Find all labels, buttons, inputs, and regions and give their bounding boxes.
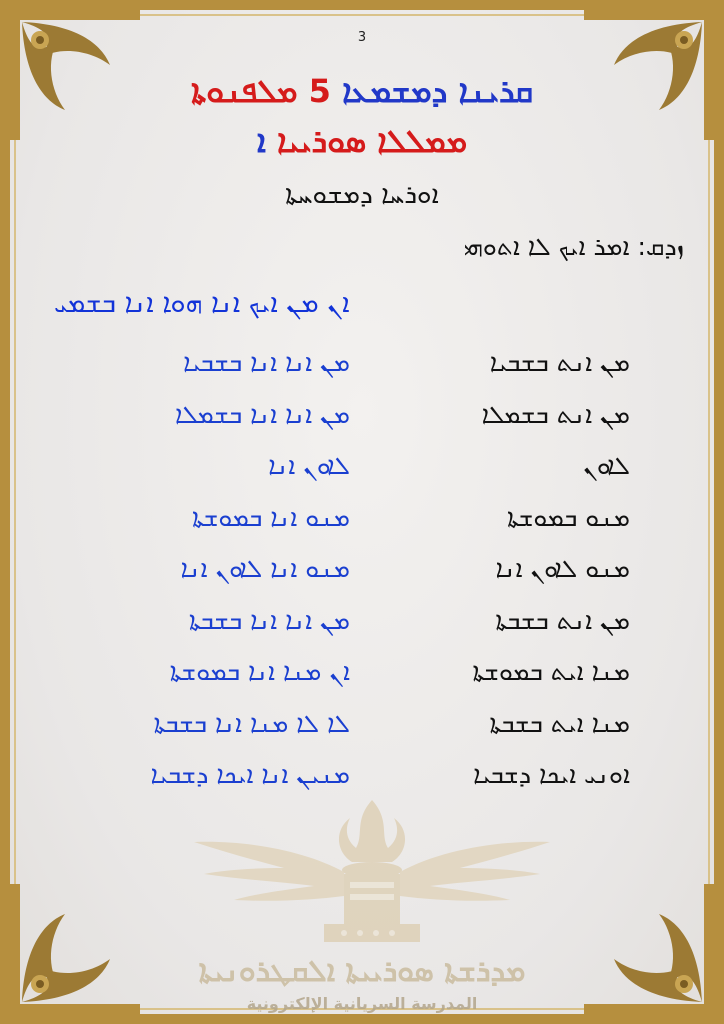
title-red-text: ܡܠܦܢܘܬܐ (190, 72, 298, 110)
dialogue-row (10, 400, 714, 452)
question-text: ܠܐܘܢ (583, 451, 630, 480)
dialogue-row (10, 503, 714, 555)
section-heading: ܐܘܪܚܐ ܕܡܫܘܚܬܐ (285, 180, 439, 210)
page-number: 3 (357, 30, 367, 45)
answer-text: ܐܢ ܡܢܐ ܐܢܐ ܒܡܘܫܬܐ (169, 657, 350, 686)
dialogue-row (10, 657, 714, 709)
question-text: ܡܢܘ ܠܐܘܢ ܐܢܐ (495, 554, 630, 583)
answer-text: ܠܐ ܠܐ ܡܢܐ ܐܢܐ ܒܫܒܬܐ (153, 708, 350, 738)
dialogue-list (10, 348, 714, 812)
answer-text: ܡܢܝܢ ܐܢܐ ܐܝܟܐ ܕܫܒܝܐ (150, 760, 350, 789)
answer-text: ܡܢ ܐܢܐ ܐܢܐ ܒܫܒܝܐ (183, 348, 350, 377)
answer-text: ܡܢܘ ܐܢܐ ܒܡܘܫܬܐ (192, 502, 350, 532)
dialogue-row (10, 709, 714, 761)
school-name-syriac: ܡܕܪܫܬܐ ܣܘܪܝܝܬܐ ܐܠܩܛܪܘܢܝܬܐ (198, 954, 526, 989)
answer-text: ܡܢ ܐܢܐ ܐܢܐ ܒܫܡܠܐ (175, 399, 350, 429)
title-line2-blue: ܐ (256, 122, 266, 160)
prompt-text: ܐܢ ܡܢ ܐܝܟ ܐܢܐ ܗܘܐ ܐܢܐ ܒܫܡܝ (54, 288, 350, 319)
dialogue-row (10, 348, 714, 400)
dialogue-row (10, 606, 714, 658)
title-blue-text: ܩܪܝܢܐ ܕܡܫܡܥܐ (342, 72, 534, 110)
question-text: ܡܢ ܐܢܬ ܒܫܒܬܐ (495, 605, 630, 635)
question-text: ܡܢ ܐܢܬ ܒܫܒܝܐ (489, 348, 630, 377)
school-emblem-watermark (194, 790, 550, 950)
answer-text: ܡܢ ܐܢܐ ܐܢܐ ܒܫܒܬܐ (188, 605, 350, 635)
dialogue-row (10, 554, 714, 606)
lesson-subtitle-line (10, 122, 714, 161)
instruction-text: ܙܕܩ: ܐܡܪ ܐܝܟ ܠܐ ܐܬܘܗܝ (463, 232, 684, 261)
question-text: ܡܢ ܐܢܬ ܒܫܡܠܐ (481, 399, 630, 429)
question-text: ܡܢܐ ܐܝܬ ܒܡܘܫܬܐ (472, 657, 630, 686)
title-line2-red: ܡܡܠܠܐ ܣܘܪܝܝܐ (277, 122, 468, 160)
question-text: ܡܢܐ ܐܝܬ ܒܫܒܬܐ (489, 708, 630, 738)
answer-text: ܠܐܘܢ ܐܢܐ (268, 451, 350, 480)
dialogue-row (10, 451, 714, 503)
lesson-number: 5 (308, 72, 331, 110)
question-text: ܡܢܘ ܒܡܘܫܬܐ (507, 502, 630, 532)
lesson-title (10, 72, 714, 111)
school-name-arabic: المدرسة السريانية الإلكترونية (246, 994, 478, 1013)
question-text: ܐܘܢܝ ܐܝܟܐ ܕܫܒܝܐ (473, 760, 630, 789)
answer-text: ܡܢܘ ܐܢܐ ܠܐܘܢ ܐܢܐ (180, 554, 350, 583)
